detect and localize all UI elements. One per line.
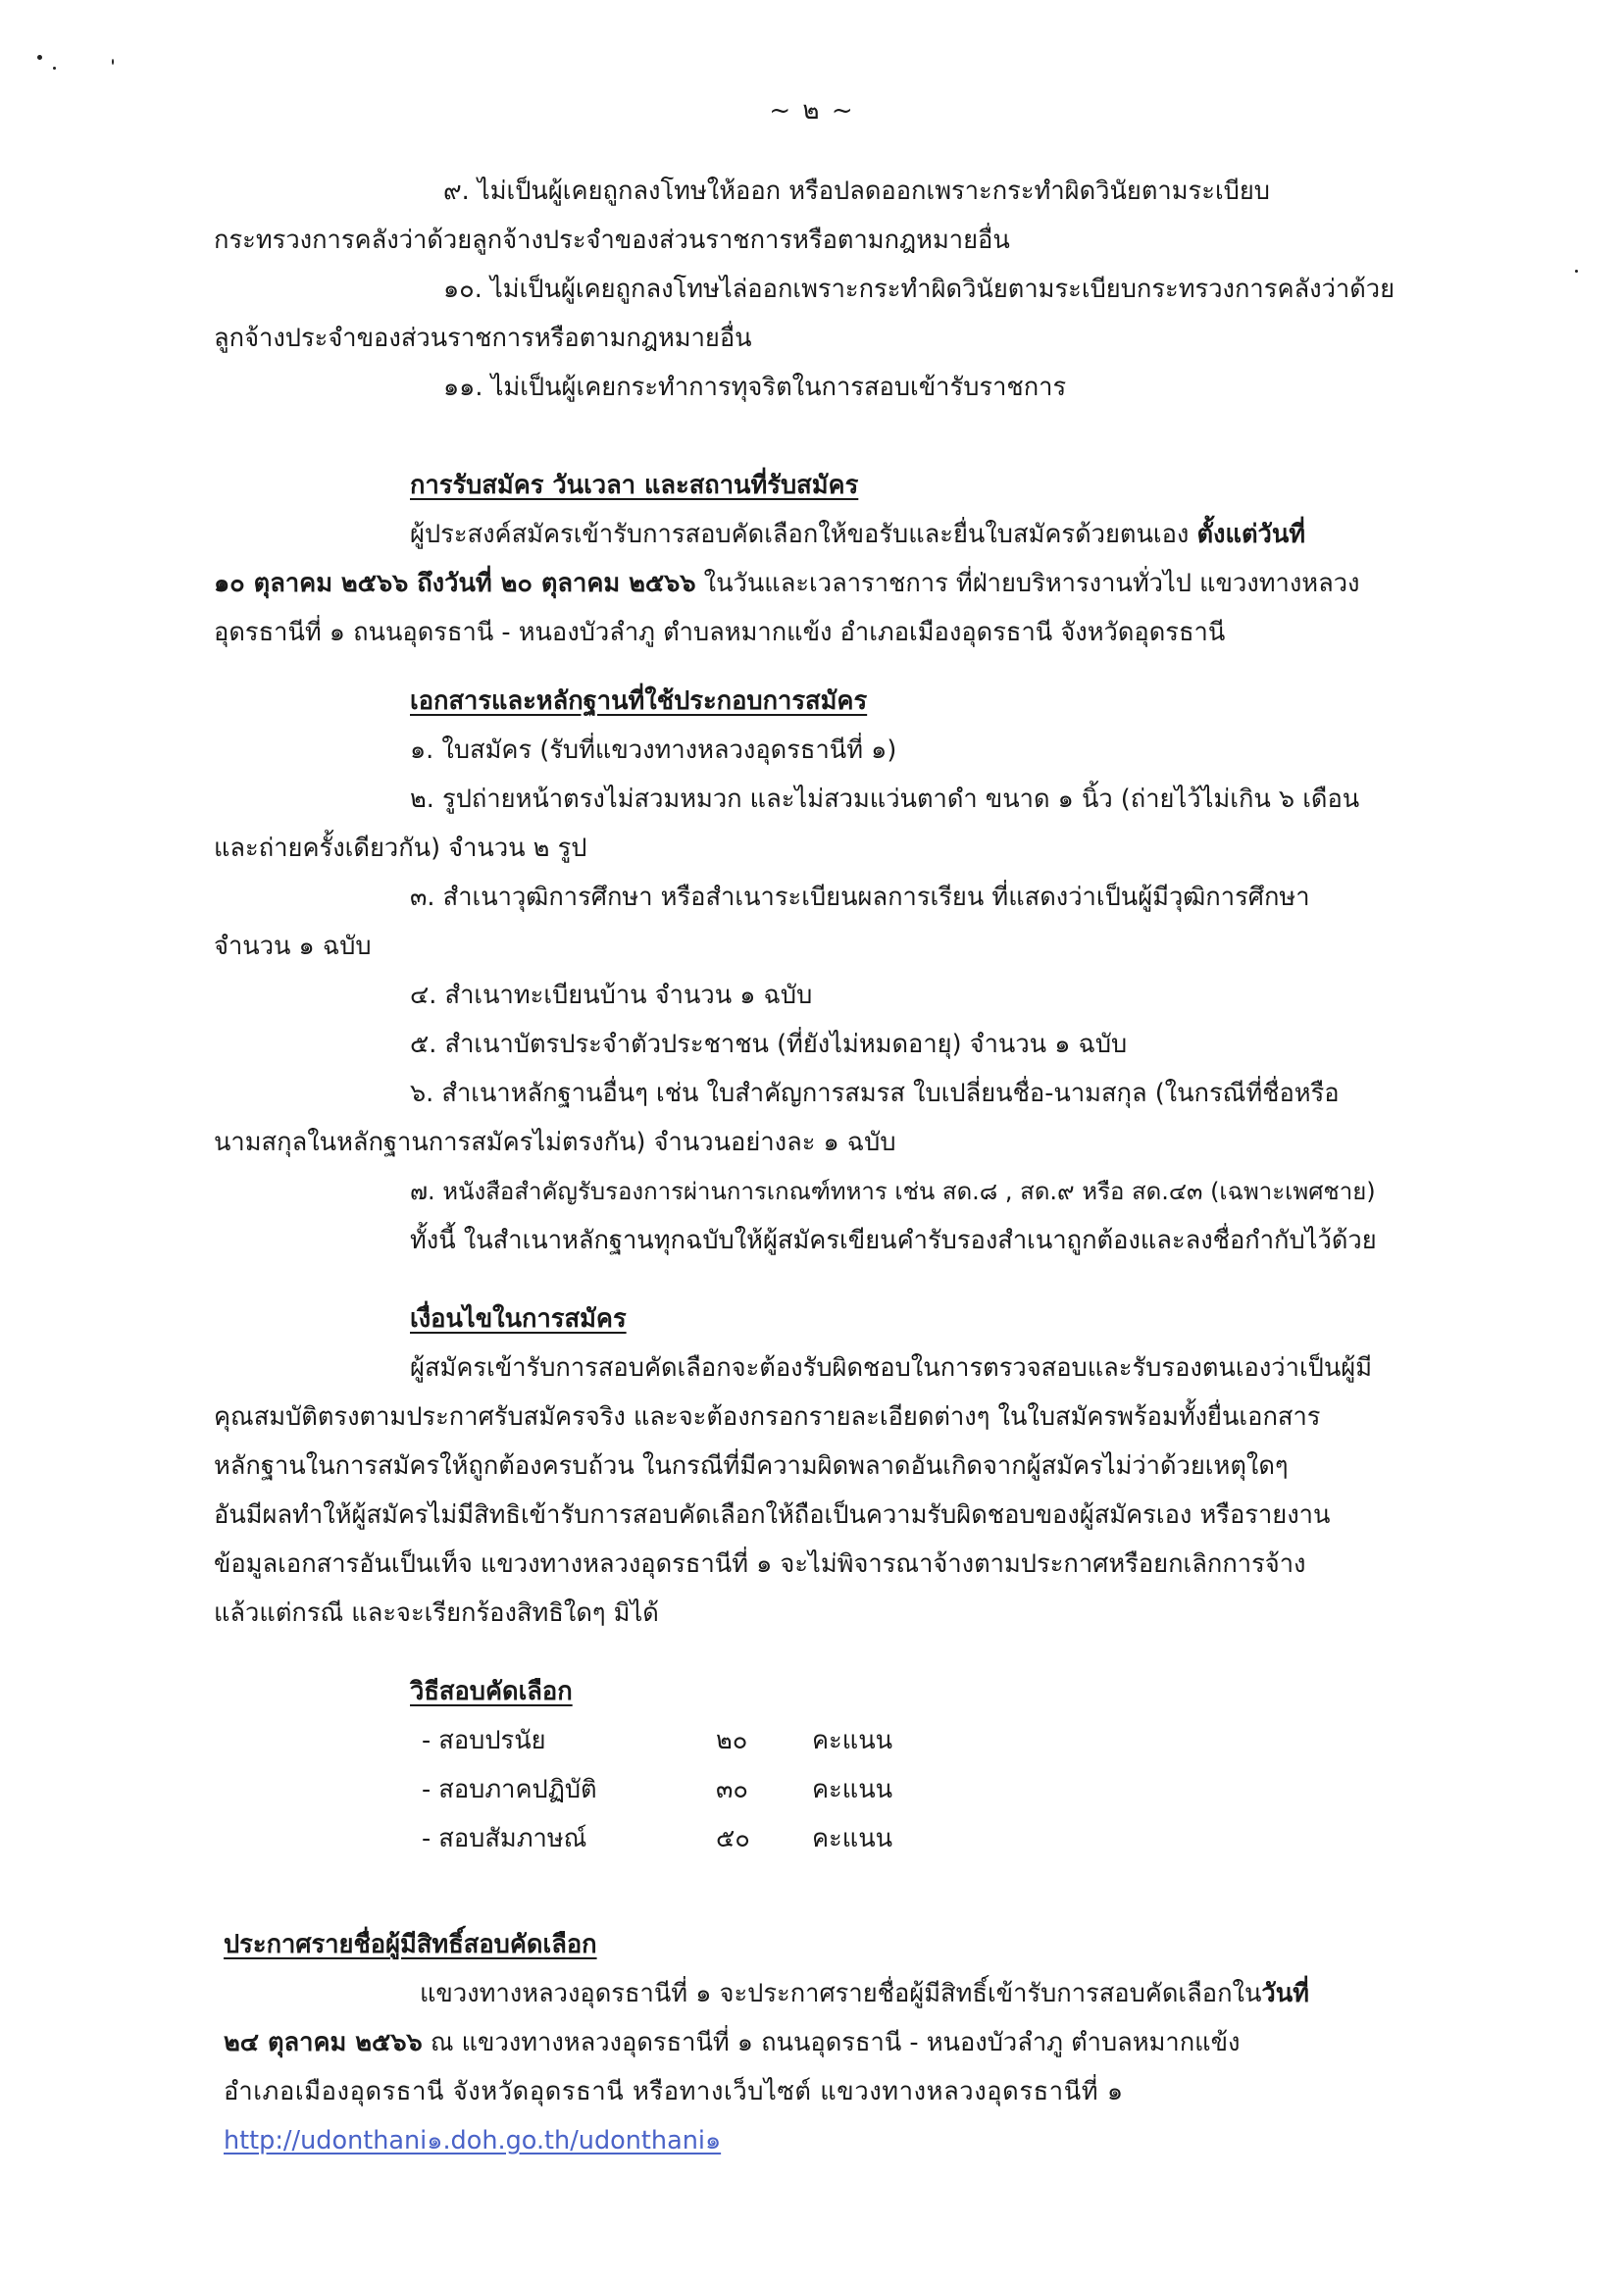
scan-speck [112,59,114,65]
application-date-range: ๑๐ ตุลาคม ๒๕๖๖ ถึงวันที่ ๒๐ ตุลาคม ๒๕๖๖ [214,569,696,598]
method-score: ๓๐ [716,1775,748,1804]
method-score: ๕๐ [716,1824,750,1853]
announcement-text: แขวงทางหลวงอุดรธานีที่ ๑ จะประกาศรายชื่อผู้มีสิทธิ์เข้ารับการสอบคัดเลือกใน [420,1979,1262,2008]
document-item-continuation: และถ่ายครั้งเดียวกัน) จำนวน ๒ รูป [214,834,587,863]
methods-heading: วิธีสอบคัดเลือก [410,1677,573,1706]
scan-speck [1575,270,1578,273]
document-item: ๗. หนังสือสำคัญรับรองการผ่านการเกณฑ์ทหาร เช่น สด.๘ , สด.๙ หรือ สด.๔๓ (เฉพาะเพศชาย) [410,1178,1376,1205]
application-date-emphasis: ตั้งแต่วันที่ [1196,520,1306,549]
document-item: ๔. สำเนาทะเบียนบ้าน จำนวน ๑ ฉบับ [410,981,813,1010]
application-text: ผู้ประสงค์สมัครเข้ารับการสอบคัดเลือกให้ขอรับและยื่นใบสมัครด้วยตนเอง [410,520,1197,549]
documents-heading: เอกสารและหลักฐานที่ใช้ประกอบการสมัคร [410,686,868,716]
scan-speck [37,55,42,60]
conditions-paragraph-line: ข้อมูลเอกสารอันเป็นเท็จ แขวงทางหลวงอุดรธานีที่ ๑ จะไม่พิจารณาจ้างตามประกาศหรือยกเลิกการจ้าง [214,1549,1306,1579]
application-text: ในวันและเวลาราชการ ที่ฝ่ายบริหารงานทั่วไป แขวงทางหลวง [695,569,1360,598]
scan-speck [53,67,56,70]
application-paragraph-line: อุดรธานีที่ ๑ ถนนอุดรธานี - หนองบัวลำภู ตำบลหมากแข้ง อำเภอเมืองอุดรธานี จังหวัดอุดรธานี [214,618,1226,647]
page-number: ~ ๒ ~ [769,96,855,126]
document-item: ๖. สำเนาหลักฐานอื่นๆ เช่น ใบสำคัญการสมรส ใบเปลี่ยนชื่อ-นามสกุล (ในกรณีที่ชื่อหรือ [410,1079,1340,1108]
announcement-paragraph-line: อำเภอเมืองอุดรธานี จังหวัดอุดรธานี หรือทางเว็บไซต์ แขวงทางหลวงอุดรธานีที่ ๑ [224,2077,1124,2106]
document-item: ๓. สำเนาวุฒิการศึกษา หรือสำเนาระเบียนผลการเรียน ที่แสดงว่าเป็นผู้มีวุฒิการศึกษา [410,883,1310,912]
conditions-paragraph-line: หลักฐานในการสมัครให้ถูกต้องครบถ้วน ในกรณีที่มีความผิดพลาดอันเกิดจากผู้สมัครไม่ว่าด้วยเหตุใดๆ [214,1451,1289,1481]
conditions-paragraph-line: ผู้สมัครเข้ารับการสอบคัดเลือกจะต้องรับผิดชอบในการตรวจสอบและรับรองตนเองว่าเป็นผู้มี [410,1353,1373,1383]
application-heading: การรับสมัคร วันเวลา และสถานที่รับสมัคร [410,471,859,500]
conditions-paragraph-line: อันมีผลทำให้ผู้สมัครไม่มีสิทธิเข้ารับการสอบคัดเลือกให้ถือเป็นความรับผิดชอบของผู้สมัครเอง หรือรายงาน [214,1500,1331,1530]
announcement-text: ณ แขวงทางหลวงอุดรธานีที่ ๑ ถนนอุดรธานี - หนองบัวลำภู ตำบลหมากแข้ง [422,2028,1241,2057]
method-unit: คะแนน [812,1775,893,1804]
document-item: ๕. สำเนาบัตรประจำตัวประชาชน (ที่ยังไม่หมดอายุ) จำนวน ๑ ฉบับ [410,1030,1128,1059]
application-paragraph-line [214,559,1360,608]
announcement-paragraph-line [224,2018,1240,2067]
document-item-continuation: จำนวน ๑ ฉบับ [214,932,372,961]
announcement-paragraph-line [420,1969,1309,2018]
document-item: ๑. ใบสมัคร (รับที่แขวงทางหลวงอุดรธานีที่ ๑) [410,735,897,765]
method-unit: คะแนน [812,1824,893,1853]
announcement-heading: ประกาศรายชื่อผู้มีสิทธิ์สอบคัดเลือก [224,1930,597,1959]
conditions-paragraph-line: คุณสมบัติตรงตามประกาศรับสมัครจริง และจะต้องกรอกรายละเอียดต่างๆ ในใบสมัครพร้อมทั้งยื่นเอกสาร [214,1402,1321,1432]
method-score: ๒๐ [716,1726,748,1755]
method-unit: คะแนน [812,1726,893,1755]
conditions-heading: เงื่อนไขในการสมัคร [410,1304,627,1334]
announcement-date-emphasis: วันที่ [1261,1979,1309,2008]
qualification-item: ๑๐. ไม่เป็นผู้เคยถูกลงโทษไล่ออกเพราะกระทำผิดวินัยตามระเบียบกระทรวงการคลังว่าด้วย [443,275,1396,304]
qualification-item: ๑๑. ไม่เป็นผู้เคยกระทำการทุจริตในการสอบเข้ารับราชการ [443,373,1067,402]
conditions-paragraph-line: แล้วแต่กรณี และจะเรียกร้องสิทธิใดๆ มิได้ [214,1598,659,1628]
method-name: - สอบภาคปฏิบัติ [422,1775,597,1804]
announcement-date: ๒๔ ตุลาคม ๒๕๖๖ [224,2028,423,2057]
method-name: - สอบปรนัย [422,1726,546,1755]
qualification-item-continuation: ลูกจ้างประจำของส่วนราชการหรือตามกฎหมายอื่น [214,324,752,353]
application-paragraph-line [410,510,1305,559]
qualification-item: ๙. ไม่เป็นผู้เคยถูกลงโทษให้ออก หรือปลดออกเพราะกระทำผิดวินัยตามระเบียบ [443,177,1270,206]
qualification-item-continuation: กระทรวงการคลังว่าด้วยลูกจ้างประจำของส่วนราชการหรือตามกฎหมายอื่น [214,226,1010,255]
method-name: - สอบสัมภาษณ์ [422,1824,587,1853]
document-item: ๒. รูปถ่ายหน้าตรงไม่สวมหมวก และไม่สวมแว่นตาดำ ขนาด ๑ นิ้ว (ถ่ายไว้ไม่เกิน ๖ เดือน [410,785,1360,814]
website-link[interactable]: http://udonthani๑.doh.go.th/udonthani๑ [224,2126,722,2155]
document-item-continuation: นามสกุลในหลักฐานการสมัครไม่ตรงกัน) จำนวนอย่างละ ๑ ฉบับ [214,1128,896,1157]
documents-note: ทั้งนี้ ในสำเนาหลักฐานทุกฉบับให้ผู้สมัครเขียนคำรับรองสำเนาถูกต้องและลงชื่อกำกับไว้ด้วย [410,1226,1377,1255]
